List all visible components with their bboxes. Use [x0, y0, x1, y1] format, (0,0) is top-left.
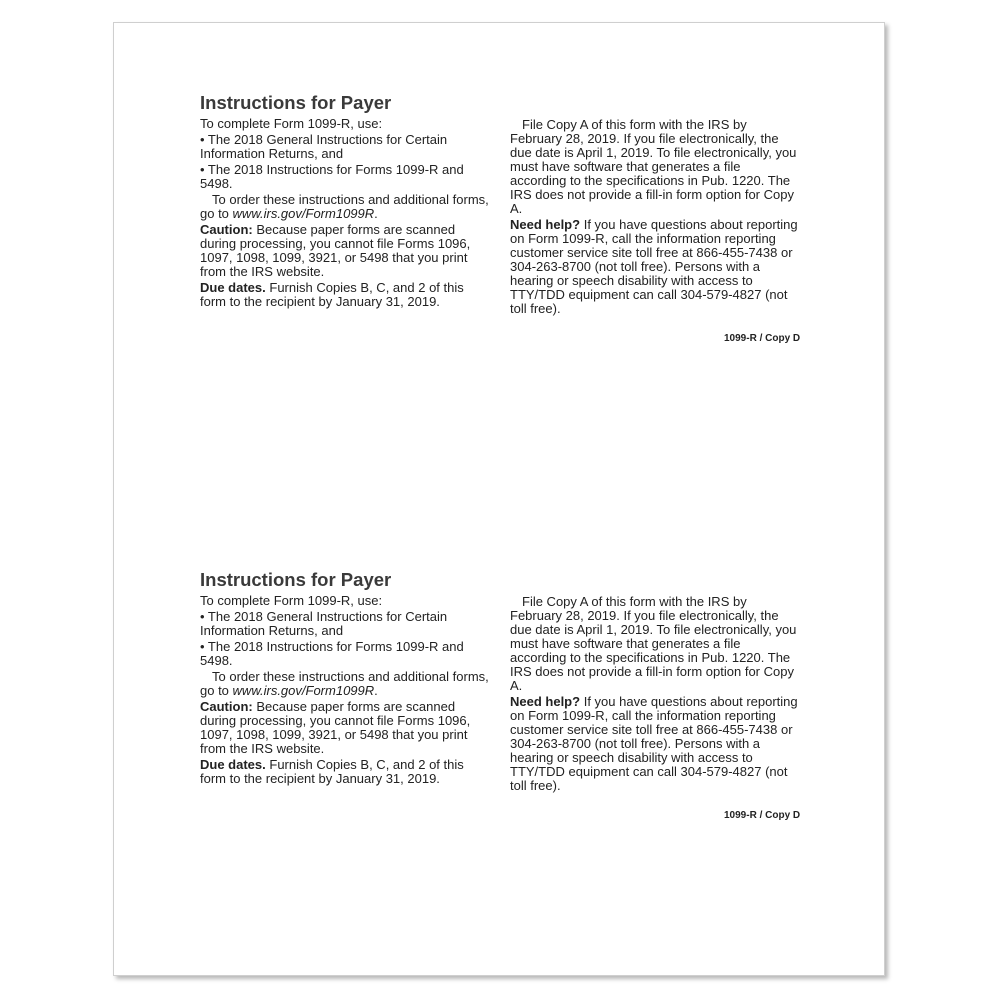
due-dates-label: Due dates. [200, 757, 266, 772]
caution-label: Caution: [200, 222, 253, 237]
intro-text: To complete Form 1099-R, use: [200, 116, 383, 131]
panel-title: Instructions for Payer [200, 569, 392, 590]
need-help-label: Need help? [510, 694, 581, 709]
caution-text: Because paper forms are scanned during processing, you cannot file Forms 1096, 1097, 1098, 1099, 3921, or 5498 that you print from the IRS website. [200, 699, 471, 756]
bullet-general-instructions: • The 2018 General Instructions for Certain Information Returns, and [200, 609, 448, 638]
need-help-paragraph [510, 218, 800, 316]
left-column [200, 594, 490, 788]
file-copy-paragraph: File Copy A of this form with the IRS by February 28, 2019. If you file electronically, the due date is April 1, 2019. To file electronically, you must have software that generates a file according to the specifications in Pub. 1220. The IRS does not provide a fill-in form option for Copy A. [510, 594, 797, 693]
order-paragraph [200, 670, 490, 698]
panel-title: Instructions for Payer [200, 92, 392, 113]
due-dates-label: Due dates. [200, 280, 266, 295]
intro-text: To complete Form 1099-R, use: [200, 593, 383, 608]
bullet-general-instructions: • The 2018 General Instructions for Certain Information Returns, and [200, 132, 448, 161]
file-copy-paragraph: File Copy A of this form with the IRS by February 28, 2019. If you file electronically, the due date is April 1, 2019. To file electronically, you must have software that generates a file according to the specifications in Pub. 1220. The IRS does not provide a fill-in form option for Copy A. [510, 117, 797, 216]
due-dates-paragraph [200, 281, 490, 309]
form-sheet [113, 22, 885, 976]
irs-url: www.irs.gov/Form1099R [232, 683, 375, 698]
right-column [510, 595, 800, 795]
need-help-label: Need help? [510, 217, 581, 232]
caution-paragraph [200, 700, 490, 756]
order-end: . [374, 206, 378, 221]
order-text: To order these instructions and additional forms, go to [200, 192, 489, 221]
order-text: To order these instructions and additional forms, go to [200, 669, 489, 698]
left-column [200, 117, 490, 311]
irs-url: www.irs.gov/Form1099R [232, 206, 375, 221]
caution-label: Caution: [200, 699, 253, 714]
copy-footer-label: 1099-R / Copy D [724, 333, 801, 344]
instructions-panel-top [114, 23, 884, 500]
caution-text: Because paper forms are scanned during processing, you cannot file Forms 1096, 1097, 1098, 1099, 3921, or 5498 that you print from the IRS website. [200, 222, 471, 279]
due-dates-paragraph [200, 758, 490, 786]
copy-footer-label: 1099-R / Copy D [724, 810, 801, 821]
order-end: . [374, 683, 378, 698]
right-column [510, 118, 800, 318]
bullet-form-instructions: • The 2018 Instructions for Forms 1099-R and 5498. [200, 639, 464, 668]
due-dates-text: Furnish Copies B, C, and 2 of this form to the recipient by January 31, 2019. [200, 757, 464, 786]
instructions-panel-bottom [114, 500, 884, 977]
need-help-text: If you have questions about reporting on Form 1099-R, call the information reporting customer service site toll free at 866-455-7438 or 304-263-8700 (not toll free). Persons with a hearing or speech disability with access to TTY/TDD equipment can call 304-579-4827 (not toll free). [510, 694, 798, 793]
need-help-text: If you have questions about reporting on Form 1099-R, call the information reporting customer service site toll free at 866-455-7438 or 304-263-8700 (not toll free). Persons with a hearing or speech disability with access to TTY/TDD equipment can call 304-579-4827 (not toll free). [510, 217, 798, 316]
bullet-form-instructions: • The 2018 Instructions for Forms 1099-R and 5498. [200, 162, 464, 191]
caution-paragraph [200, 223, 490, 279]
order-paragraph [200, 193, 490, 221]
need-help-paragraph [510, 695, 800, 793]
due-dates-text: Furnish Copies B, C, and 2 of this form to the recipient by January 31, 2019. [200, 280, 464, 309]
